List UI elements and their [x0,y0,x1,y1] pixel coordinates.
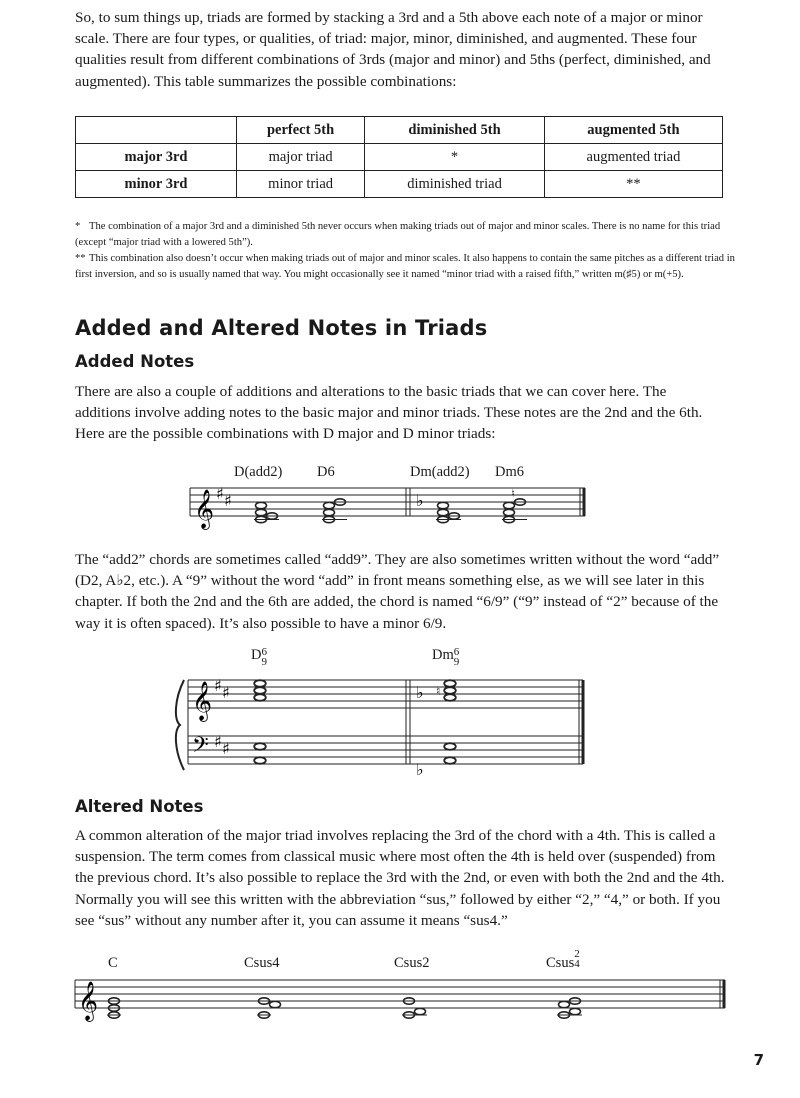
table-cell: major triad [237,144,365,171]
chord-label-69 [432,647,459,667]
sharp-icon: ♯ [222,739,230,758]
added-notes-paragraph: There are also a couple of additions and alterations to the basic triads that we can cover here. The additions involve adding notes to the basic major and minor triads. These notes are the 2nd and the 6th. Here are the possible combinations with D major and D minor triads: [75,383,703,443]
table-header-cell: perfect 5th [237,117,365,144]
footnote-text: This combination also doesn’t occur when making triads out of major and minor scales. It also happens to contain the same pitches as a different triad in first inversion, and so is usually named that way. You might occasionally see it named “minor triad with a raised fifth,” written m(♯5) or m(+5). [75,253,735,280]
music-staff-sus-chords [70,970,735,1025]
chord-degree-bottom: 9 [453,656,460,668]
flat-icon: ♭ [416,683,424,702]
chord-label: Csus2 [394,955,430,971]
sharp-icon: ♯ [224,491,232,510]
music-staff-added-notes [180,480,600,530]
table-cell: augmented triad [544,144,722,171]
subsection-title-altered: Altered Notes [75,797,204,816]
footnote-text: The combination of a major 3rd and a diminished 5th never occurs when making triads out of major and minor scales. There is no name for this triad (except “major triad with a lowered 5th”). [75,221,721,248]
chord-degree-top: 6 [261,646,267,658]
chord-label-69 [251,647,267,667]
table-cell: * [365,144,545,171]
chord-label: Dm6 [495,464,524,480]
chord-degree-bottom: 9 [261,656,267,668]
page-number: 7 [753,1051,764,1069]
chord-label: Dm(add2) [410,464,470,480]
table-row [76,171,723,198]
natural-icon: ♮ [436,684,441,698]
footnote [75,219,735,250]
intro-paragraph: So, to sum things up, triads are formed by stacking a 3rd and a 5th above each note of a major or minor scale. There are four types, or qualities, of triad: major, minor, diminished, and augmented. These four qualities result from different combinations of 3rds (major and minor) and 5ths (perfect, diminished, and augmented). This table summarizes the possible combinations: [75,9,711,90]
grand-staff-69-chords [170,670,600,780]
table-header-cell [76,117,237,144]
chord-label: C [108,955,118,971]
table-cell: diminished triad [365,171,545,198]
table-cell: minor triad [237,171,365,198]
chord-label: D6 [317,464,335,480]
bass-clef-icon: 𝄢 [192,733,209,763]
section-title: Added and Altered Notes in Triads [75,316,488,340]
triad-qualities-table [75,116,723,198]
chord-root: Dm [432,647,454,663]
chord-label: D(add2) [234,464,283,480]
footnote-mark: ** [75,253,86,264]
table-header-row [76,117,723,144]
table-row-header: minor 3rd [76,171,237,198]
sharp-icon: ♯ [222,683,230,702]
table-cell: ** [544,171,722,198]
footnote-mark: * [75,221,81,232]
added-notes-paragraph-2: The “add2” chords are sometimes called “add9”. They are also sometimes written without the word “add” (D2, A♭2, etc.). A “9” without the word “add” in front means something else, as we will see later in this chapter. If both the 2nd and the 6th are added, the chord is named “6/9” (“9” instead of “2” because of the way it is often spaced). It’s also possible to have a minor 6/9. [75,551,720,632]
chord-dm69 [436,680,456,764]
chord-label: Csus4 [244,955,280,971]
subsection-title-added: Added Notes [75,352,195,371]
chord-degree-top: 2 [574,948,580,960]
chord-degree-top: 6 [453,646,460,658]
table-header-cell: diminished 5th [365,117,545,144]
sharp-icon: ♯ [216,484,224,503]
flat-icon: ♭ [416,760,424,779]
table-header-cell: augmented 5th [544,117,722,144]
chord-label-sus24 [546,949,580,969]
chord-root: D [251,647,262,663]
brace-icon [176,680,184,770]
treble-clef-icon: 𝄞 [78,981,99,1021]
treble-clef-icon: 𝄞 [194,489,215,529]
chord-d-add2 [254,502,279,522]
chord-dm6 [502,487,527,523]
sharp-icon: ♯ [214,732,222,751]
chord-degree-bottom: 4 [574,958,580,970]
treble-clef-icon: 𝄞 [192,681,213,721]
natural-icon: ♮ [511,487,515,500]
table-row-header: major 3rd [76,144,237,171]
table-row [76,144,723,171]
sharp-icon: ♯ [214,676,222,695]
flat-icon: ♭ [416,491,424,510]
footnote [75,251,735,282]
chord-d69 [254,680,266,764]
chord-dm-add2 [436,502,461,522]
chord-root: Csus [546,955,575,971]
altered-notes-paragraph: A common alteration of the major triad involves replacing the 3rd of the chord with a 4th. This is called a suspension. The term comes from classical music where most often the 4th is held over (suspended) from the previous chord. It’s also possible to replace the 3rd with the 2nd, or even with both the 2nd and the 4th. Normally you will see this written with the abbreviation “sus,” followed by either “2,” “4,” or both. If you see “sus” without any number after it, you can assume it means “sus4.” [75,827,725,929]
